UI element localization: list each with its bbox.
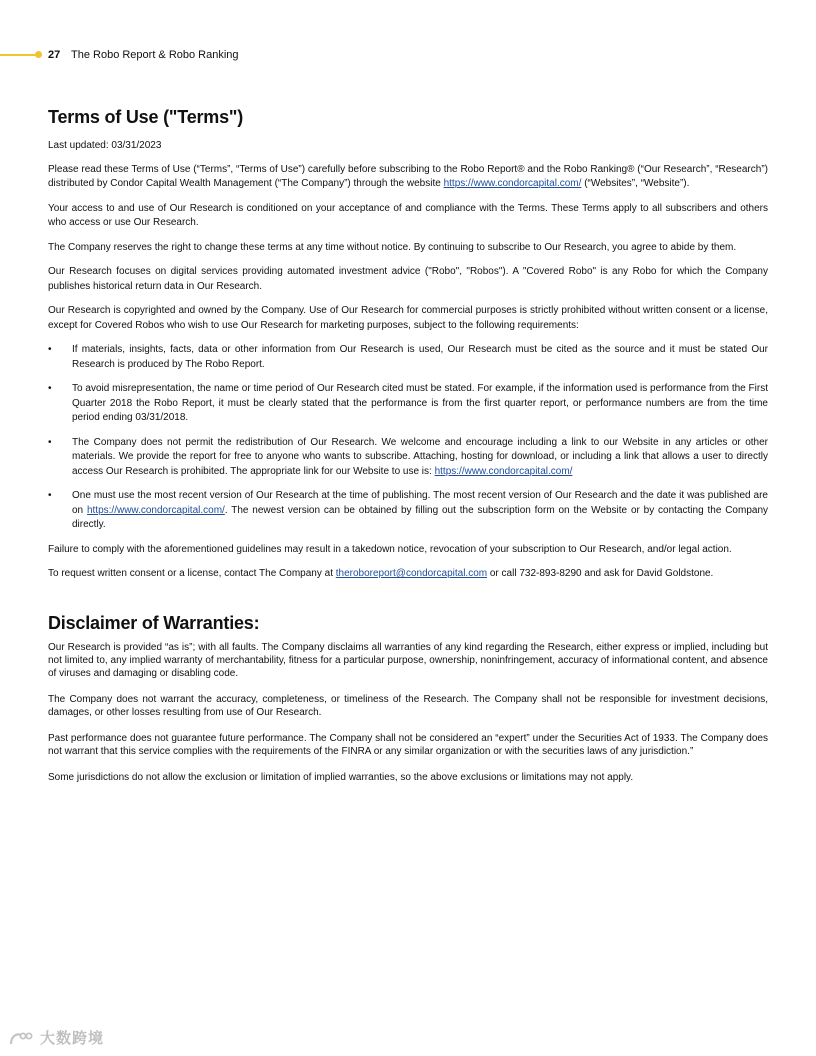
document-body bbox=[48, 104, 768, 797]
header-accent-line bbox=[0, 54, 36, 56]
watermark-logo-icon bbox=[8, 1030, 34, 1048]
terms-paragraph-changes: The Company reserves the right to change these terms at any time without notice. By continuing to subscribe to Our Research, you agree to abide by them. bbox=[48, 241, 737, 253]
disclaimer-paragraph-jurisdictions: Some jurisdictions do not allow the exclusion or limitation of implied warranties, so the above exclusions or limitations may not apply. bbox=[48, 771, 634, 783]
page-number: 27 bbox=[48, 49, 61, 61]
terms-paragraph-intro bbox=[48, 163, 768, 192]
list-item bbox=[48, 382, 768, 426]
list-item bbox=[48, 489, 768, 533]
bullet-icon: • bbox=[48, 436, 52, 448]
list-item-text: To avoid misrepresentation, the name or time period of Our Research cited must be stated. For example, if the information used is performance from the First Quarter 2018 the Robo Report, it must be clearly stated that the performance is from the first quarter report, or performance numbers are from the time period ending 03/31/2018. bbox=[72, 383, 768, 423]
website-link[interactable]: https://www.condorcapital.com/ bbox=[443, 178, 582, 189]
list-item bbox=[48, 436, 768, 480]
bullet-icon: • bbox=[48, 490, 52, 501]
list-item bbox=[48, 343, 768, 372]
list-item-text: . The newest version can be obtained by filling out the subscription form on the Website or by contacting the Company directly. bbox=[72, 504, 769, 530]
terms-heading: Terms of Use ("Terms") bbox=[48, 107, 244, 127]
report-title: The Robo Report & Robo Ranking bbox=[71, 49, 239, 61]
disclaimer-heading: Disclaimer of Warranties: bbox=[48, 612, 260, 633]
requirements-list bbox=[48, 343, 768, 533]
watermark-text: 大数跨境 bbox=[40, 1030, 105, 1047]
terms-paragraph-failure: Failure to comply with the aforementioned guidelines may result in a takedown notice, revocation of your subscription to Our Research, and/or legal action. bbox=[48, 543, 732, 555]
website-link[interactable]: https://www.condorcapital.com/ bbox=[86, 504, 225, 516]
list-item-text: One must use the most recent version of Our Research at the time of publishing. The most recent version of Our Research and the date it was published are on bbox=[72, 490, 768, 516]
text-run: (“Websites”, “Website”). bbox=[581, 178, 690, 189]
email-link[interactable]: theroboreport@condorcapital.com bbox=[335, 568, 488, 579]
header-accent-dot bbox=[35, 51, 42, 58]
website-link[interactable]: https://www.condorcapital.com/ bbox=[434, 465, 573, 477]
text-run: Please read these Terms of Use (“Terms”, “Terms of Use”) carefully before subscribing to the Robo Report® and the Robo Ranking® (“Our Research”, “Research”) distributed by Condor Capital Wealth Management (“The Company”) through the website bbox=[48, 163, 768, 189]
page-header bbox=[0, 47, 400, 63]
list-item-text: The Company does not permit the redistribution of Our Research. We welcome and encourage including a link to our Website in any articles or other materials. We provide the report for free to anyone who wants to subscribe. Attaching, hosting for download, or including a link that allows a user to directly access Our Research is prohibited. The appropriate link for our Website to use is: bbox=[72, 436, 768, 477]
list-item-text: If materials, insights, facts, data or other information from Our Research is used, Our Research must be cited as the source and it must be stated Our Research is produced by The Robo Report. bbox=[72, 344, 768, 370]
last-updated: Last updated: 03/31/2023 bbox=[48, 140, 162, 151]
disclaimer-paragraph-accuracy: The Company does not warrant the accuracy, completeness, or timeliness of the Research. The Company shall not be responsible for investment decisions, damages, or other losses resulting from use of Our Research. bbox=[48, 693, 768, 718]
terms-paragraph-robo-definition: Our Research focuses on digital services providing automated investment advice ("Robo", "Robos"). A "Covered Robo" is any Robo for which the Company publishes historical return data in Our Research. bbox=[48, 266, 768, 292]
text-run: or call 732-893-8290 and ask for David Goldstone. bbox=[487, 568, 714, 579]
bullet-icon: • bbox=[48, 344, 52, 355]
bullet-icon: • bbox=[48, 383, 52, 394]
text-run: To request written consent or a license, contact The Company at bbox=[48, 568, 336, 579]
disclaimer-paragraph-performance: Past performance does not guarantee future performance. The Company shall not be considered an “expert” under the Securities Act of 1933. The Company does not warrant that this service complies with the requirements of the FINRA or any similar organization or with the securities laws of any jurisdiction.” bbox=[48, 732, 768, 757]
disclaimer-paragraph-as-is: Our Research is provided “as is”; with all faults. The Company disclaims all warranties of any kind regarding the Research, either express or implied, including but not limited to, any implied warranty of merchantability, fitness for a particular purpose, ownership, noninfringement, accuracy of informational content, and absence of viruses and damaging or disabling code. bbox=[48, 641, 768, 679]
watermark bbox=[8, 1028, 118, 1050]
terms-paragraph-access: Your access to and use of Our Research is conditioned on your acceptance of and compliance with the Terms. These Terms apply to all subscribers and others who access or use Our Research. bbox=[48, 202, 768, 228]
terms-paragraph-copyright: Our Research is copyrighted and owned by the Company. Use of Our Research for commercial purposes is strictly prohibited without written consent or a license, except for Covered Robos who wish to use Our Research for marketing purposes, subject to the following requirements: bbox=[48, 305, 768, 331]
disclaimer-section bbox=[48, 610, 768, 784]
terms-paragraph-contact bbox=[48, 567, 768, 582]
